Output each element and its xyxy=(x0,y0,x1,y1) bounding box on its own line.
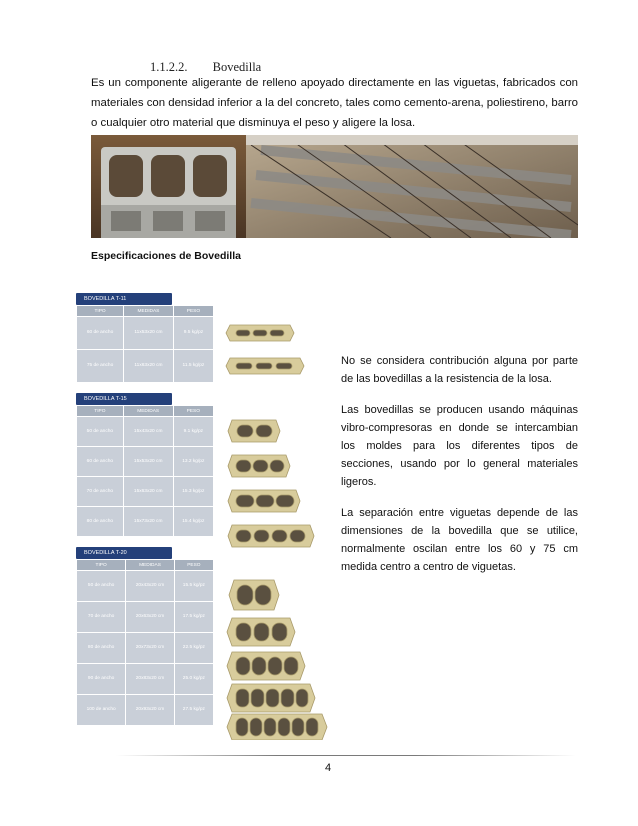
table-row: 90 de ancho 20x83x20 cm 25.0 kg/pz xyxy=(77,664,214,695)
col-tipo: TIPO xyxy=(77,306,124,317)
profile-t11-75 xyxy=(226,358,304,374)
intro-paragraph: Es un componente aligerante de relleno apoyado directamente en las viguetas, fabricados con materiales con densidad inferior a la del concreto, tales como cemento-arena, poliestireno, barro o cualquier otro material que disminuya el peso y aligere la losa. xyxy=(91,77,578,129)
col-medidas: MEDIDAS xyxy=(124,306,174,317)
table-row: 80 de ancho 15x73x20 cm 15.4 kg/pz xyxy=(77,507,214,537)
profile-t11-60 xyxy=(226,325,294,341)
footer-divider xyxy=(116,755,576,756)
table-t15: TIPO MEDIDAS PESO 50 de ancho 15x43x20 cm 9.1 kg/pz 60 de ancho 15x53x20 cm 13.2 kg/pz 70 de ancho 15x63x20 cm 15.3 kg/pz 80 de ancho 15x73x20 cm 15.4 kg/pz xyxy=(76,405,214,537)
profile-t15-70 xyxy=(228,490,300,512)
table-title-t20: BOVEDILLA T-20 xyxy=(76,547,172,559)
table-row: 80 de ancho 20x73x20 cm 22.5 kg/pz xyxy=(77,633,214,664)
profile-t20-70 xyxy=(227,618,295,646)
profile-t20-80 xyxy=(227,652,305,680)
profile-t20-90 xyxy=(227,684,315,712)
paragraph-production: Las bovedillas se producen usando máquinas vibro-compresoras en donde se intercambian los moldes para los diferentes tipos de secciones, usando por lo general materiales ligeros. xyxy=(341,404,578,488)
table-row: 75 de ancho 11x63x20 cm 11.5 kg/pz xyxy=(77,350,214,383)
table-title-t15: BOVEDILLA T-15 xyxy=(76,393,172,405)
profile-t20-100 xyxy=(227,714,327,740)
table-row: 70 de ancho 20x63x20 cm 17.5 kg/pz xyxy=(77,602,214,633)
profile-t15-60 xyxy=(228,455,290,477)
section-number: 1.1.2.2. xyxy=(150,60,188,74)
table-row: 70 de ancho 15x63x20 cm 15.3 kg/pz xyxy=(77,477,214,507)
table-t20: TIPO MEDIDAS PESO 50 de ancho 20x43x20 cm 15.5 kg/pz 70 de ancho 20x63x20 cm 17.5 kg/pz 80 de ancho 20x73x20 cm 22.5 kg/pz 90 de ancho 20x83x20 cm 25.0 kg/pz 100 de ancho 20x93x20 cm 27.5 kg/pz xyxy=(76,559,214,726)
bovedilla-profiles xyxy=(224,300,334,740)
bovedilla-photo xyxy=(91,135,578,238)
page-number: 4 xyxy=(325,762,332,774)
profile-t20-50 xyxy=(229,580,279,610)
col-peso: PESO xyxy=(173,306,213,317)
section-title: Bovedilla xyxy=(212,60,262,74)
table-row: 60 de ancho 11x53x20 cm 9.5 kg/pz xyxy=(77,317,214,350)
table-row: 60 de ancho 15x53x20 cm 13.2 kg/pz xyxy=(77,447,214,477)
paragraph-separation: La separación entre viguetas depende de las dimensiones de la bovedilla que se utilice, normalmente oscilan entre los 60 y 75 cm medida centro a centro de viguetas. xyxy=(341,507,578,573)
table-t11 xyxy=(76,305,214,383)
profile-t15-50 xyxy=(228,420,280,442)
bovedilla-photo-illustration xyxy=(91,135,578,238)
spec-tables xyxy=(76,293,214,736)
table-row: 50 de ancho 20x43x20 cm 15.5 kg/pz xyxy=(77,571,214,602)
profile-t15-80 xyxy=(228,525,314,547)
right-column-text xyxy=(341,352,578,589)
spec-heading: Especificaciones de Bovedilla xyxy=(91,250,241,262)
table-row: 100 de ancho 20x93x20 cm 27.5 kg/pz xyxy=(77,695,214,726)
table-title-t11: BOVEDILLA T-11 xyxy=(76,293,172,305)
paragraph-contribution: No se considera contribución alguna por parte de las bovedillas a la resistencia de la losa. xyxy=(341,355,578,385)
table-row: 50 de ancho 15x43x20 cm 9.1 kg/pz xyxy=(77,417,214,447)
